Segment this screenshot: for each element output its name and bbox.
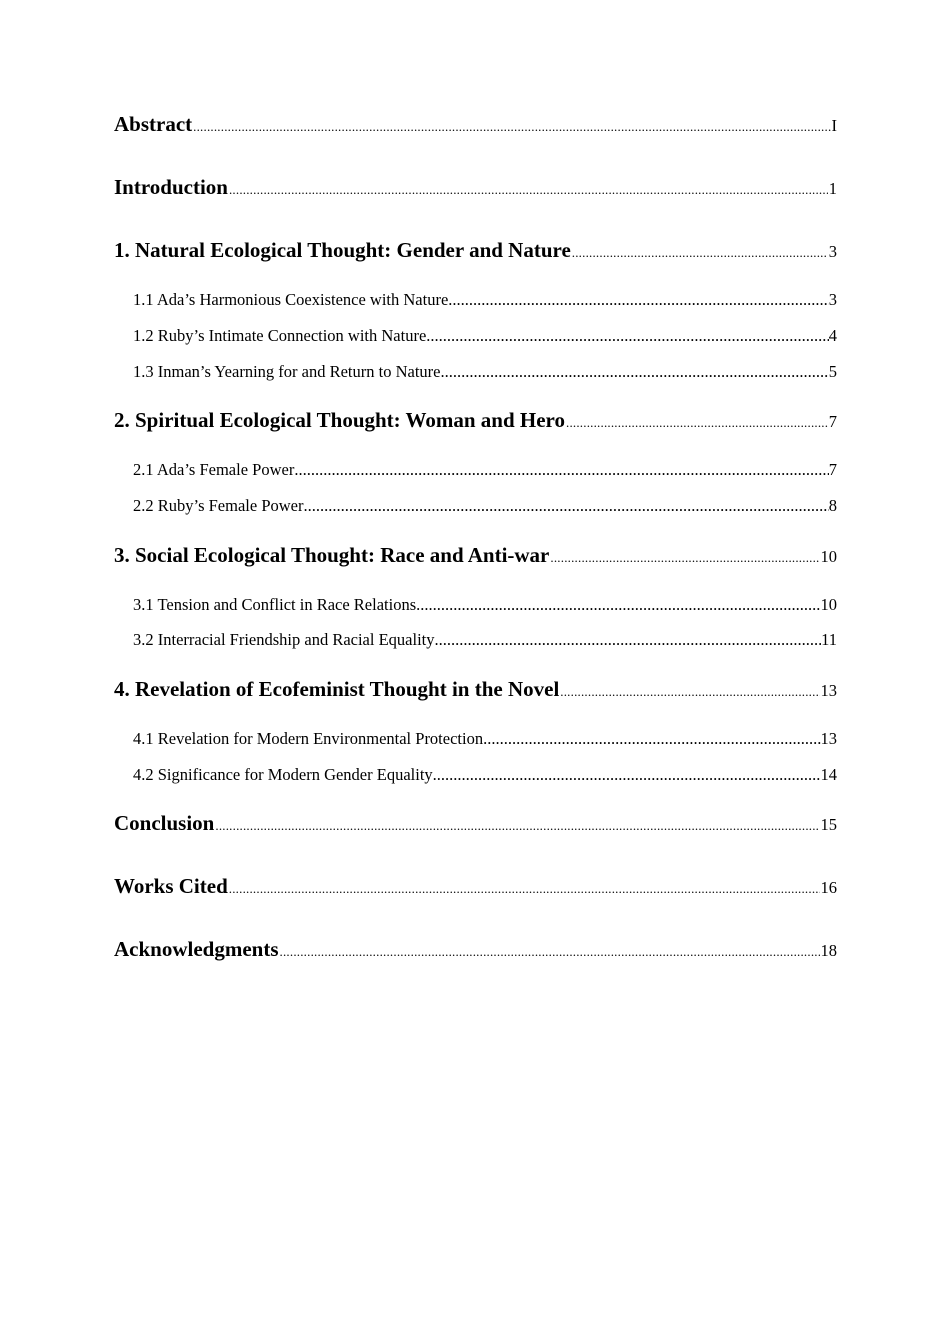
toc-entry-label: Acknowledgments (114, 937, 279, 961)
dot-leader (566, 415, 828, 431)
toc-entry-section-4-2[interactable] (133, 765, 837, 785)
toc-entry-page: 10 (820, 595, 837, 614)
toc-entry-label: 3.2 Interracial Friendship and Racial Equality (133, 630, 435, 649)
dot-leader (426, 326, 828, 346)
toc-entry-page: 18 (820, 941, 837, 960)
toc-entry-page: 4 (828, 326, 837, 345)
toc-entry-chapter-3[interactable] (114, 543, 837, 568)
toc-entry-chapter-1[interactable] (114, 238, 837, 263)
toc-entry-works-cited[interactable] (114, 874, 837, 899)
dot-leader (572, 245, 828, 261)
dot-leader (550, 550, 819, 566)
toc-entry-label: 2. Spiritual Ecological Thought: Woman and Hero (114, 408, 565, 432)
toc-entry-page: 13 (820, 681, 837, 700)
toc-entry-label: Introduction (114, 175, 228, 199)
dot-leader (448, 290, 828, 310)
toc-entry-label: 1.2 Ruby’s Intimate Connection with Nature (133, 326, 427, 345)
dot-leader (215, 818, 819, 834)
toc-entry-acknowledgments[interactable] (114, 937, 837, 962)
dot-leader (229, 182, 828, 198)
dot-leader (304, 496, 829, 516)
toc-entry-label: 2.2 Ruby’s Female Power (133, 496, 304, 515)
dot-leader (433, 765, 821, 785)
toc-entry-section-2-1[interactable] (133, 460, 837, 480)
toc-entry-section-1-3[interactable] (133, 362, 837, 382)
dot-leader (416, 595, 820, 615)
toc-entry-label: Works Cited (114, 874, 228, 898)
toc-entry-section-2-2[interactable] (133, 496, 837, 516)
dot-leader (229, 881, 820, 897)
toc-entry-section-3-2[interactable] (133, 630, 837, 650)
dot-leader (435, 630, 822, 650)
toc-entry-page: 10 (820, 547, 837, 566)
dot-leader (483, 729, 820, 749)
toc-entry-label: 1.3 Inman’s Yearning for and Return to Nature (133, 362, 441, 381)
toc-entry-section-1-2[interactable] (133, 326, 837, 346)
toc-entry-label: 4.1 Revelation for Modern Environmental Protection (133, 729, 484, 748)
toc-entry-page: 3 (828, 290, 837, 309)
toc-entry-page: 5 (828, 362, 837, 381)
toc-entry-label: 3. Social Ecological Thought: Race and Anti-war (114, 543, 550, 567)
toc-entry-label: 1.1 Ada’s Harmonious Coexistence with Nature (133, 290, 449, 309)
toc-entry-page: 13 (820, 729, 837, 748)
toc-entry-page: 11 (821, 630, 837, 649)
toc-entry-page: 7 (828, 460, 837, 479)
dot-leader (193, 119, 830, 135)
toc-entry-label: 4.2 Significance for Modern Gender Equality (133, 765, 433, 784)
toc-entry-section-1-1[interactable] (133, 290, 837, 310)
toc-entry-label: 3.1 Tension and Conflict in Race Relations (133, 595, 417, 614)
toc-entry-page: 1 (828, 179, 837, 198)
toc-entry-page: 14 (820, 765, 837, 784)
dot-leader (560, 684, 819, 700)
toc-entry-label: 2.1 Ada’s Female Power (133, 460, 295, 479)
toc-entry-abstract[interactable] (114, 112, 837, 137)
toc-entry-page: 8 (828, 496, 837, 515)
toc-entry-introduction[interactable] (114, 175, 837, 200)
toc-entry-page: 16 (820, 878, 837, 897)
toc-entry-page: 15 (820, 815, 837, 834)
toc-entry-label: 1. Natural Ecological Thought: Gender and Nature (114, 238, 571, 262)
toc-entry-section-4-1[interactable] (133, 729, 837, 749)
toc-entry-label: 4. Revelation of Ecofeminist Thought in the Novel (114, 677, 560, 701)
toc-entry-page: 7 (828, 412, 837, 431)
toc-entry-page: I (831, 116, 837, 135)
toc-entry-label: Conclusion (114, 811, 215, 835)
toc-entry-conclusion[interactable] (114, 811, 837, 836)
toc-entry-page: 3 (828, 242, 837, 261)
toc-entry-chapter-4[interactable] (114, 677, 837, 702)
dot-leader (294, 460, 828, 480)
dot-leader (280, 944, 820, 960)
dot-leader (440, 362, 828, 382)
toc-entry-chapter-2[interactable] (114, 408, 837, 433)
toc-entry-label: Abstract (114, 112, 193, 136)
toc-entry-section-3-1[interactable] (133, 595, 837, 615)
